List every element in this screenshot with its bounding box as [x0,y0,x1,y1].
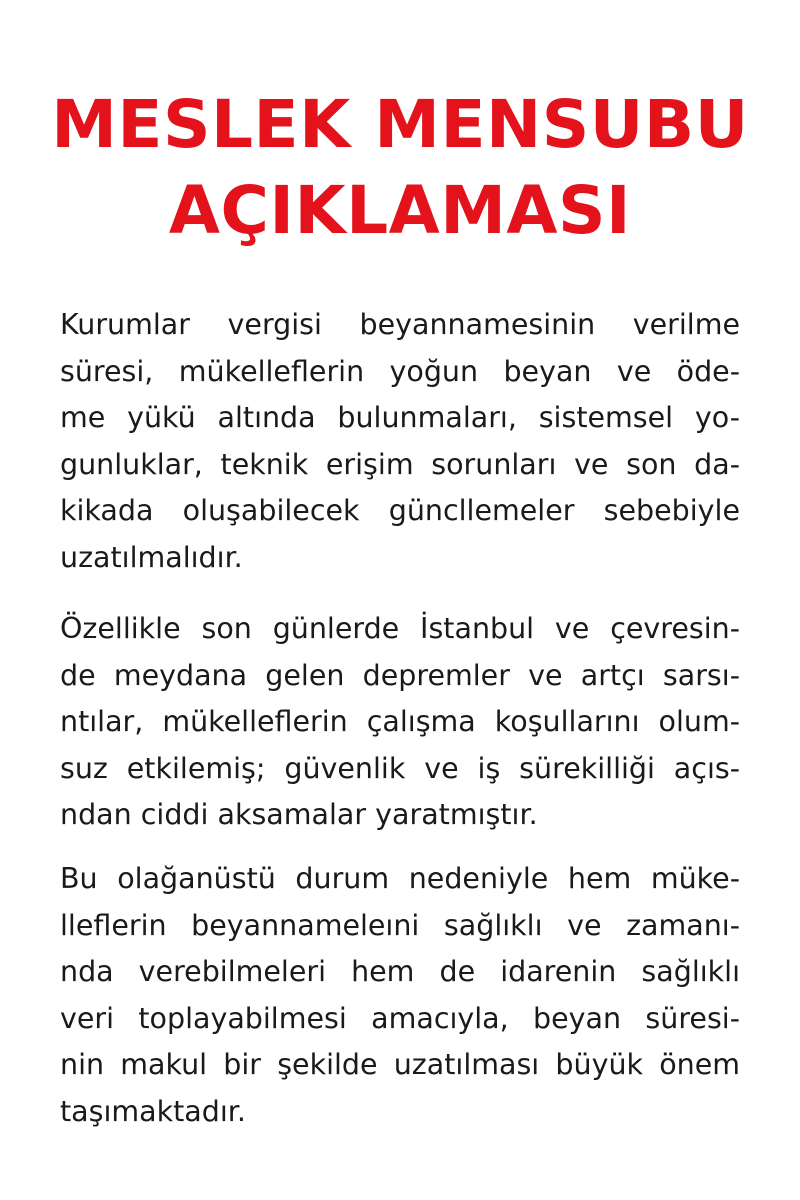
paragraph-line: Kurumlar vergisi beyannamesinin verilme [60,308,740,341]
title-line-1: MESLEK MENSUBU [51,86,749,163]
paragraph-line: veri toplayabilmesi amacıyla, beyan süresi- [60,1001,740,1035]
paragraph-line: nda verebilmeleri hem de idarenin sağlıklı [60,955,740,988]
paragraph-line: de meydana gelen depremler ve artçı sarsı- [60,658,740,692]
paragraph-line: kikada oluşabilecek güncllemeler sebebiyle [60,494,740,527]
paragraph-line: taşımaktadır. [60,1094,246,1128]
paragraph-line: gunluklar, teknik erişim sorunları ve son da- [60,447,740,481]
paragraph-line: Bu olağanüstü durum nedeniyle hem müke- [60,862,740,895]
paragraph-line: Özellikle son günlerde İstanbul ve çevresin- [60,612,740,645]
paragraph-line: süresi, mükelleflerin yoğun beyan ve öde- [60,354,740,388]
paragraph-line: suz etkilemiş; güvenlik ve iş sürekilliği açıs- [60,751,740,785]
title-line-2: AÇIKLAMASI [168,172,632,249]
paragraph-line: ntılar, mükelleflerin çalışma koşullarını olum- [60,705,740,738]
paragraph-3 [60,856,740,1135]
paragraph-line: ndan ciddi aksamalar yaratmıştır. [60,798,538,831]
paragraph-1 [60,302,740,581]
paragraph-2 [60,606,740,839]
paragraph-line: nin makul bir şekilde uzatılması büyük önem [60,1048,740,1081]
paragraph-line: me yükü altında bulunmaları, sistemsel yo- [60,401,740,434]
paragraph-line: lleflerin beyannameleıni sağlıklı ve zamanı- [60,908,740,942]
paragraph-line: uzatılmalıdır. [60,540,243,574]
